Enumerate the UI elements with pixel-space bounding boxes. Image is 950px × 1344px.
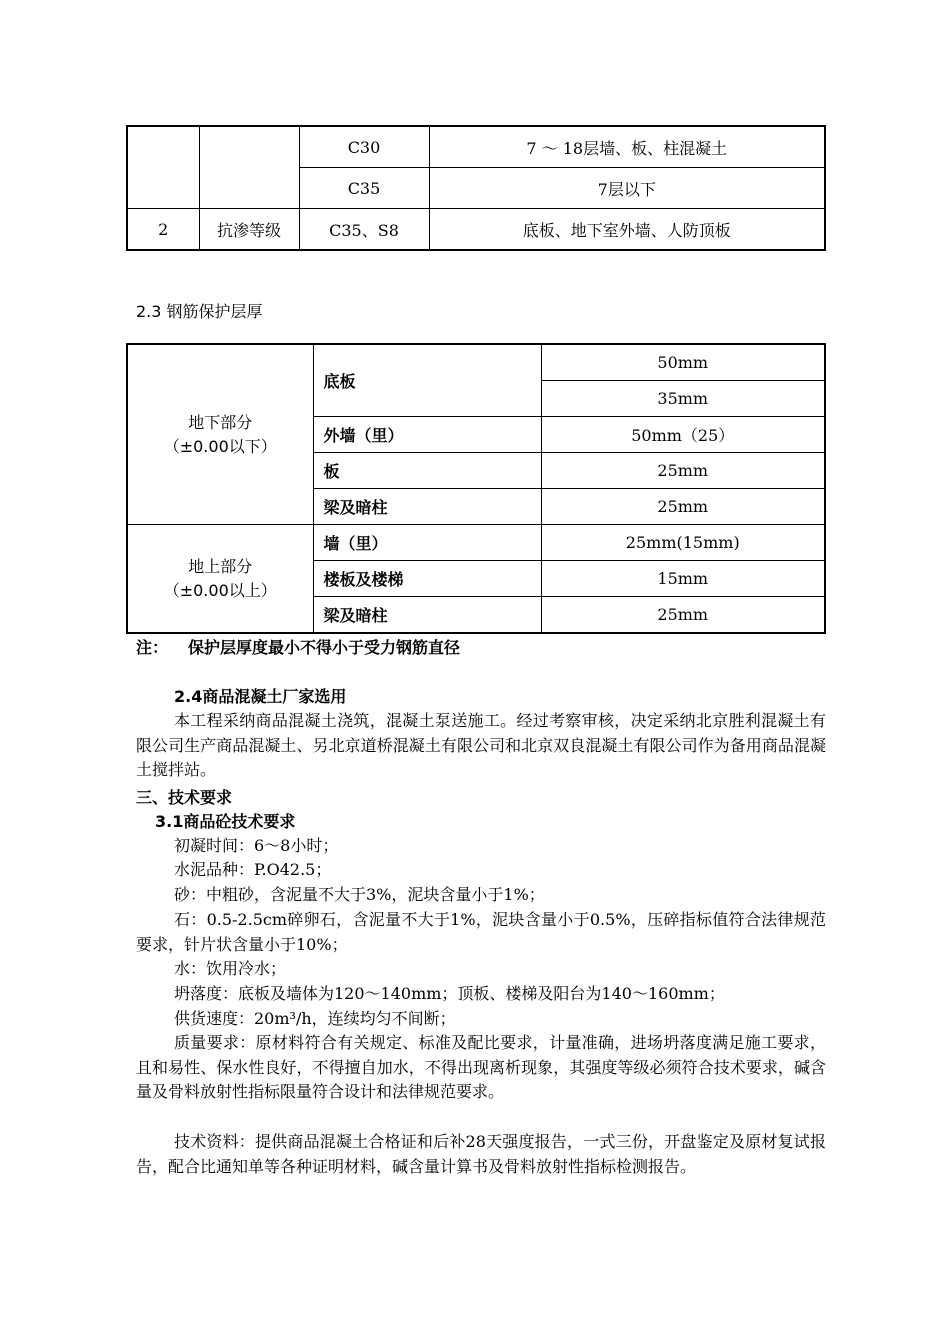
section-subtitle: （±0.00以下） [163,436,277,456]
section-heading-3: 三、技术要求 [136,788,233,807]
list-item: 水泥品种：P.O42.5； [174,860,332,879]
list-item: 供货速度：20m³/h，连续均匀不间断； [174,1009,456,1028]
note [136,636,460,660]
table-cell-grade: C30 [299,126,429,168]
section-heading-2-3: 2.3 钢筋保护层厚 [136,302,263,321]
table-cell-value: 15mm [541,561,825,597]
table-cell-value: 25mm [541,453,825,489]
table-cell-label: 板 [313,453,541,489]
table-cell-scope: 7 ～ 18层墙、板、柱混凝土 [429,126,825,168]
table-cell-item [199,126,299,209]
table-row [127,209,825,251]
list-item: 水：饮用冷水； [174,959,287,978]
table-cell-no: 2 [127,209,199,251]
table-cell-label: 外墙（里） [313,417,541,453]
rebar-cover-table [126,343,826,634]
section-title: 地下部分 [188,412,253,432]
table-cell-value: 25mm(15mm) [541,525,825,561]
table-cell-value: 50mm（25） [541,417,825,453]
list-item: 初凝时间：6～8小时； [174,836,339,855]
table-row [127,525,825,561]
table-cell-value: 35mm [541,381,825,417]
section-subtitle: （±0.00以上） [163,580,277,600]
table-cell-label: 楼板及楼梯 [313,561,541,597]
table-cell-label: 梁及暗柱 [313,597,541,634]
table-cell-value: 25mm [541,597,825,634]
table-cell-grade: C35、S8 [299,209,429,251]
section-title: 地上部分 [188,556,253,576]
list-item: 技术资料：提供商品混凝土合格证和后补28天强度报告，一式三份，开盘鉴定及原材复试报告，配合比通知单等各种证明材料，碱含量计算书及骨料放射性指标检测报告。 [136,1132,826,1176]
concrete-grade-table [126,125,826,251]
table-cell-label: 墙（里） [313,525,541,561]
list-item: 砂：中粗砂，含泥量不大于3%，泥块含量小于1%； [174,885,545,904]
note-text: 保护层厚度最小不得小于受力钢筋直径 [188,638,461,657]
section-cell-aboveground [127,525,313,634]
table-cell-label: 底板 [313,344,541,417]
table-cell-item: 抗渗等级 [199,209,299,251]
table-cell-no [127,126,199,209]
list-item: 坍落度：底板及墙体为120～140mm；顶板、楼梯及阳台为140～160mm； [174,984,725,1003]
table-cell-label: 梁及暗柱 [313,489,541,525]
table-cell-scope: 底板、地下室外墙、人防顶板 [429,209,825,251]
section-heading-3-1: 3.1商品砼技术要求 [155,812,296,831]
table-cell-scope: 7层以下 [429,168,825,209]
table-row [127,344,825,381]
section-heading-2-4: 2.4商品混凝土厂家选用 [174,687,347,706]
paragraph: 本工程采纳商品混凝土浇筑，混凝土泵送施工。经过考察审核，决定采纳北京胜利混凝土有限公司生产商品混凝土、另北京道桥混凝土有限公司和北京双良混凝土有限公司作为备用商品混凝土搅拌站。 [136,711,826,779]
list-item: 质量要求：原材料符合有关规定、标准及配比要求，计量准确，进场坍落度满足施工要求，且和易性、保水性良好，不得擅自加水，不得出现离析现象，其强度等级必须符合技术要求，碱含量及骨料放射性指标限量符合设计和法律规范要求。 [136,1033,826,1101]
list-item: 石：0.5-2.5cm碎卵石，含泥量不大于1%，泥块含量小于0.5%，压碎指标值符合法律规范要求，针片状含量小于10%； [136,910,826,954]
table-row [127,126,825,168]
note-prefix: 注： [136,638,169,657]
table-cell-grade: C35 [299,168,429,209]
table-cell-value: 50mm [541,344,825,381]
section-cell-underground [127,344,313,525]
table-cell-value: 25mm [541,489,825,525]
